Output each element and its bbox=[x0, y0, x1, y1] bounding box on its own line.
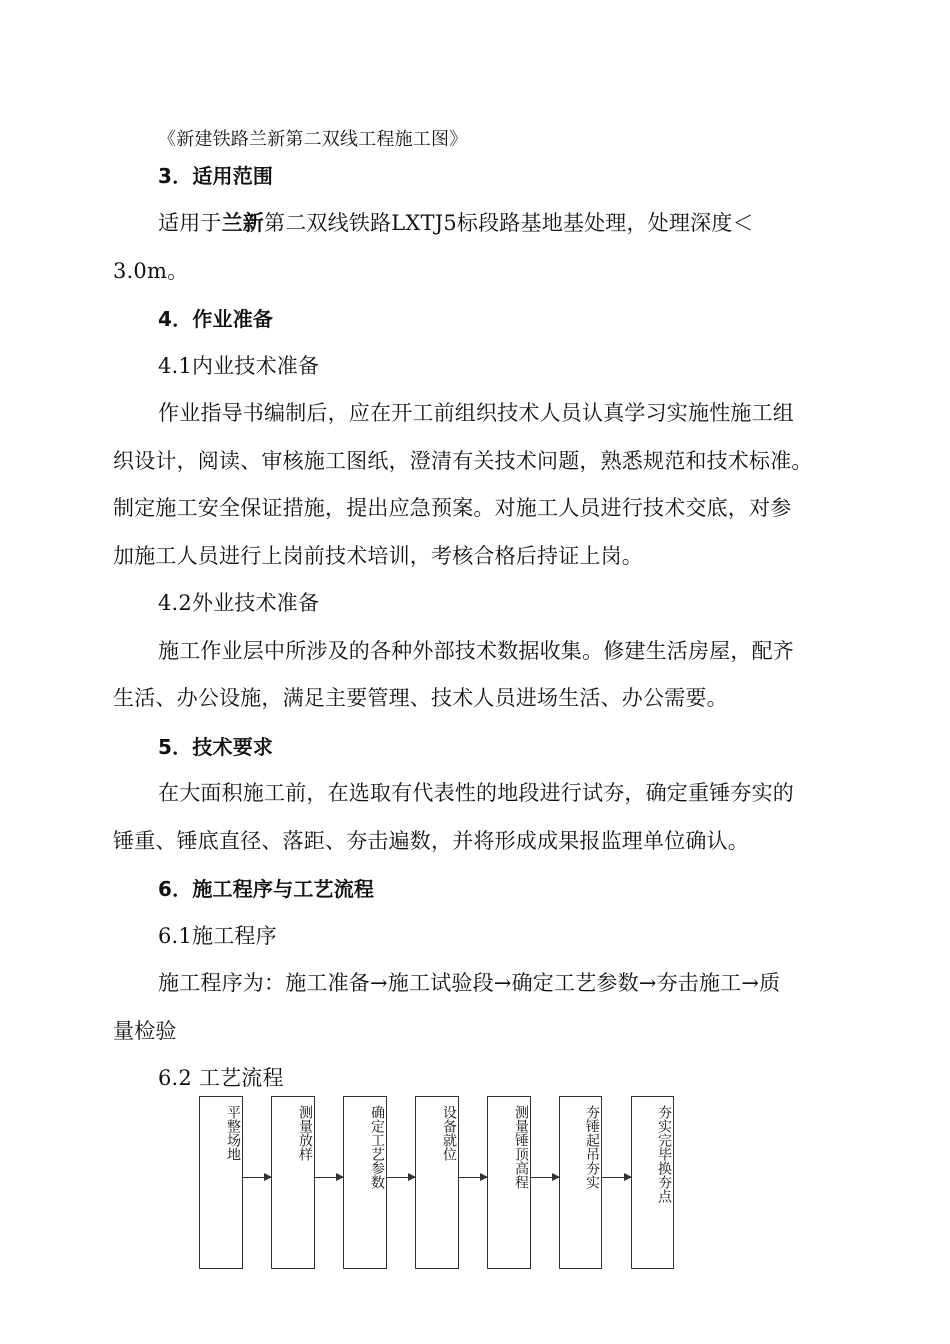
section-42-paragraph-line2: 生活、办公设施，满足主要管理、技术人员进场生活、办公需要。 bbox=[113, 686, 728, 710]
section-41-heading: 4.1内业技术准备 bbox=[158, 354, 320, 378]
flow-step-2-label: 测量放样 bbox=[297, 1105, 313, 1161]
section-3-text-line2: 3.0m。 bbox=[113, 259, 189, 283]
flow-arrow-2 bbox=[315, 1177, 343, 1178]
section-42-heading: 4.2外业技术准备 bbox=[158, 591, 320, 615]
section-41-paragraph-line1: 作业指导书编制后，应在开工前组织技术人员认真学习实施性施工组 bbox=[158, 401, 794, 425]
reference-title: 《新建铁路兰新第二双线工程施工图》 bbox=[158, 129, 468, 150]
flow-step-4-label: 设备就位 bbox=[441, 1105, 457, 1161]
flow-step-3-label: 确定工艺参数 bbox=[369, 1105, 385, 1189]
section-41-paragraph-line3: 制定施工安全保证措施，提出应急预案。对施工人员进行技术交底，对参 bbox=[113, 496, 792, 520]
flow-step-1-label: 平整场地 bbox=[225, 1105, 241, 1161]
section-61-paragraph-line2: 量检验 bbox=[113, 1019, 177, 1043]
section-61-heading: 6.1施工程序 bbox=[158, 924, 277, 948]
flow-step-6-label: 夯锤起吊夯实 bbox=[584, 1105, 600, 1189]
flow-arrow-1 bbox=[243, 1177, 271, 1178]
section-62-heading: 6.2 工艺流程 bbox=[158, 1066, 284, 1090]
section-42-paragraph-line1: 施工作业层中所涉及的各种外部技术数据收集。修建生活房屋，配齐 bbox=[158, 639, 794, 663]
section-3-text-line1 bbox=[158, 209, 754, 237]
flow-step-5-label: 测量锤顶高程 bbox=[513, 1105, 529, 1189]
flow-arrow-3 bbox=[387, 1177, 415, 1178]
section-3-text-c: 第二双线铁路LXTJ5标段路基地基处理，处理深度＜ bbox=[264, 211, 754, 235]
flow-arrow-5 bbox=[531, 1177, 559, 1178]
section-3-text-a: 适用于 bbox=[158, 211, 222, 235]
section-6-heading: 6．施工程序与工艺流程 bbox=[158, 877, 375, 901]
flow-step-7 bbox=[631, 1096, 674, 1269]
flow-step-6 bbox=[559, 1096, 602, 1269]
section-5-paragraph-line1: 在大面积施工前，在选取有代表性的地段进行试夯，确定重锤夯实的 bbox=[158, 781, 794, 805]
flow-step-5 bbox=[487, 1096, 531, 1269]
section-4-heading: 4．作业准备 bbox=[158, 307, 274, 331]
section-3-text-b: 兰新 bbox=[221, 210, 265, 235]
section-41-paragraph-line2: 织设计，阅读、审核施工图纸，澄清有关技术问题，熟悉规范和技术标准。 bbox=[113, 449, 813, 473]
section-5-paragraph-line2: 锤重、锤底直径、落距、夯击遍数，并将形成成果报监理单位确认。 bbox=[113, 829, 749, 853]
flow-arrow-6 bbox=[602, 1177, 631, 1178]
section-5-heading: 5．技术要求 bbox=[158, 735, 274, 759]
flow-step-4 bbox=[415, 1096, 459, 1269]
section-41-paragraph-line4: 加施工人员进行上岗前技术培训，考核合格后持证上岗。 bbox=[113, 544, 643, 568]
flow-step-2 bbox=[271, 1096, 315, 1269]
flow-step-7-label: 夯实完毕换夯点 bbox=[656, 1105, 672, 1203]
section-61-paragraph-line1: 施工程序为：施工准备→施工试验段→确定工艺参数→夯击施工→质 bbox=[158, 971, 781, 995]
flow-arrow-4 bbox=[459, 1177, 487, 1178]
section-3-heading: 3．适用范围 bbox=[158, 164, 274, 188]
flow-step-3 bbox=[343, 1096, 387, 1269]
flow-step-1 bbox=[199, 1096, 243, 1269]
